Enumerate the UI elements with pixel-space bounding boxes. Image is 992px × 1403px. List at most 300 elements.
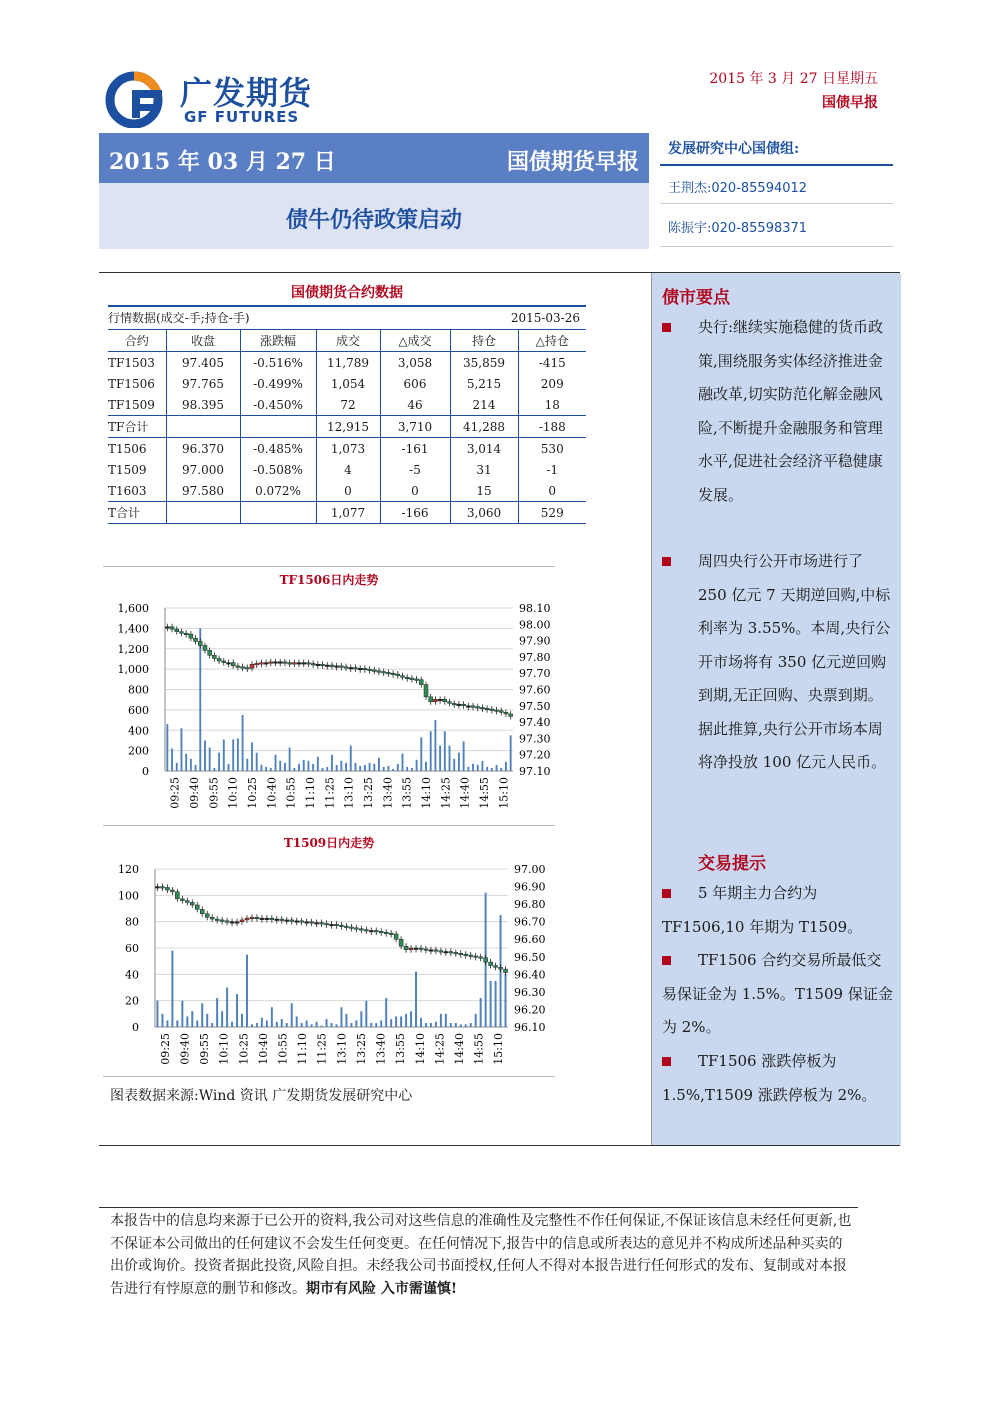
price-candle [240, 917, 244, 925]
member-name: 王荆杰: [668, 181, 712, 196]
table-cell: -0.499% [240, 373, 316, 394]
price-candle [200, 906, 204, 916]
table-row [108, 416, 586, 438]
volume-bar [465, 1024, 467, 1027]
volume-bar [411, 768, 413, 771]
price-candle [480, 704, 484, 712]
sidebar [651, 273, 901, 1145]
price-candle [155, 884, 159, 892]
price-candle [359, 926, 363, 934]
table-cell: 3,058 [380, 352, 450, 374]
table-cell: TF1506 [108, 376, 155, 391]
right-axis-tick-label: 97.50 [519, 699, 551, 713]
price-candle [231, 660, 235, 669]
right-axis-tick-label: 96.70 [514, 915, 546, 929]
content-bottom-rule [99, 1145, 900, 1146]
table-cell: -0.516% [240, 352, 316, 374]
volume-bar [166, 1020, 168, 1027]
price-candle [264, 660, 268, 668]
volume-bar [486, 767, 488, 771]
price-candle [429, 694, 433, 705]
volume-bar [359, 766, 361, 771]
price-candle [339, 922, 343, 930]
x-axis-tick-label: 10:10 [217, 1033, 231, 1065]
price-candle [504, 709, 508, 717]
table-cell: -415 [518, 352, 586, 374]
price-candle [170, 887, 174, 895]
table-cell: -5 [380, 459, 450, 480]
volume-bar [251, 1024, 253, 1027]
member-phone: 020-85594012 [711, 181, 808, 196]
x-axis-tick-label: 13:10 [342, 777, 356, 809]
table-header-cell: 成交 [316, 330, 380, 352]
table-cell: 97.580 [166, 480, 240, 502]
price-candle [215, 916, 219, 924]
price-candle [391, 670, 395, 678]
price-candle [382, 669, 386, 677]
table-cell: 3,060 [450, 502, 518, 524]
price-candle [494, 963, 498, 971]
price-candle [190, 899, 194, 908]
table-subtitle: 行情数据(成交-手;持仓-手) [108, 311, 250, 325]
volume-bar [171, 749, 173, 771]
price-candle [344, 923, 348, 931]
t1509-chart-panel [103, 826, 555, 1077]
volume-bar [237, 738, 239, 771]
right-axis-tick-label: 97.90 [519, 634, 551, 648]
volume-bar [265, 767, 267, 771]
price-candle [415, 676, 419, 684]
table-cell: 0 [380, 480, 450, 502]
volume-bar [171, 951, 173, 1027]
x-axis-tick-label: 14:40 [458, 777, 472, 809]
volume-bar [241, 1014, 243, 1027]
volume-bar [303, 760, 305, 771]
banner-date: 2015 年 03 月 27 日 [109, 149, 336, 175]
bond-point: 周四央行公开市场进行了 250 亿元 7 天期逆回购,中标利率为 3.55%。本周,央行公开市场将有 350 亿元逆回购到期,无正回购、央票到期。据此推算,央行公开市场本周将净投放 100 亿元人民币。 [662, 545, 894, 780]
volume-bar [199, 628, 201, 771]
team-box [660, 133, 893, 248]
table-cell: 12,915 [316, 416, 380, 438]
right-axis-tick-label: 98.00 [519, 618, 551, 632]
x-axis-tick-label: 14:10 [413, 1033, 427, 1065]
price-candle [315, 920, 319, 928]
volume-bar [242, 715, 244, 771]
price-candle [175, 889, 179, 902]
volume-bar [495, 981, 497, 1027]
price-candle [330, 662, 334, 670]
volume-bar [317, 757, 319, 771]
price-candle [424, 946, 428, 954]
volume-bar [434, 720, 436, 771]
volume-bar [365, 1001, 367, 1027]
price-candle [320, 920, 324, 928]
left-axis-tick-label: 80 [125, 915, 139, 929]
x-axis-tick-label: 09:25 [158, 1033, 172, 1065]
price-candle [386, 669, 390, 677]
volume-bar [373, 764, 375, 771]
volume-bar [201, 1003, 203, 1027]
price-candle [280, 916, 284, 924]
x-axis-tick-label: 14:25 [439, 777, 453, 809]
table-row [108, 394, 586, 416]
volume-bar [326, 1019, 328, 1027]
price-candle [165, 624, 169, 632]
volume-bar [475, 1014, 477, 1027]
trade-tip: TF1506 合约交易所最低交易保证金为 1.5%。T1509 保证金为 2%。 [662, 951, 893, 1036]
price-candle [300, 918, 304, 926]
price-candle [220, 917, 224, 925]
volume-bar [458, 753, 460, 771]
volume-bar [218, 753, 220, 771]
left-axis-tick-label: 0 [132, 1021, 139, 1034]
table-cell: -161 [380, 438, 450, 460]
volume-bar [271, 1007, 273, 1027]
volume-bar [296, 1016, 298, 1027]
table-cell: TF1509 [108, 397, 155, 412]
price-candle [363, 665, 367, 673]
table-cell [166, 502, 240, 524]
price-candle [165, 884, 169, 893]
price-candle [297, 660, 301, 668]
price-candle [364, 927, 368, 935]
bond-point: 央行:继续实施稳健的货币政策,围绕服务实体经济推进金融改革,切实防范化解金融风险,不断提升金融服务和管理水平,促进社会经济平稳健康发展。 [662, 311, 894, 512]
table-cell: 41,288 [450, 416, 518, 438]
x-axis-tick-label: 14:55 [472, 1033, 486, 1065]
table-cell: 3,710 [380, 416, 450, 438]
right-axis-tick-label: 97.00 [514, 863, 546, 876]
price-candle [384, 929, 388, 937]
volume-bar [307, 761, 309, 771]
volume-bar [260, 765, 262, 771]
price-candle [275, 916, 279, 924]
volume-bar [276, 1022, 278, 1027]
x-axis-tick-label: 14:55 [478, 777, 491, 809]
volume-bar [261, 1018, 263, 1027]
price-candle [205, 911, 209, 921]
chart-source-note: 图表数据来源:Wind 资讯 广发期货发展研究中心 [110, 1088, 413, 1104]
volume-bar [369, 763, 371, 771]
volume-bar [322, 768, 324, 771]
volume-bar [410, 1011, 412, 1027]
price-candle [444, 949, 448, 957]
price-candle [349, 664, 353, 672]
price-candle [419, 945, 423, 953]
x-axis-tick-label: 09:40 [188, 777, 201, 809]
price-candle [454, 949, 458, 957]
volume-bar [181, 1001, 183, 1027]
volume-bar [331, 755, 333, 771]
volume-bar [231, 1022, 233, 1027]
volume-bar [176, 763, 178, 771]
price-candle [389, 930, 393, 938]
table-cell: 1,077 [316, 502, 380, 524]
x-axis-tick-label: 10:40 [265, 777, 279, 809]
price-candle [457, 701, 461, 709]
table-cell: -0.485% [240, 438, 316, 460]
volume-bar [266, 1020, 268, 1027]
price-candle [230, 919, 234, 927]
team-member [668, 217, 807, 236]
x-axis-tick-label: 11:10 [304, 777, 317, 809]
volume-bar [279, 761, 281, 771]
headline-box [99, 183, 649, 249]
price-candle [405, 674, 409, 682]
x-axis-tick-label: 13:25 [354, 1033, 368, 1065]
price-candle [302, 660, 306, 668]
price-candle [334, 921, 338, 929]
right-axis-tick-label: 96.20 [514, 1003, 546, 1017]
volume-bar [481, 761, 483, 771]
left-axis-tick-label: 40 [125, 968, 139, 982]
x-axis-tick-label: 09:25 [168, 777, 182, 809]
volume-bar [370, 1023, 372, 1027]
x-axis-tick-label: 13:25 [362, 777, 375, 809]
volume-bar [232, 739, 234, 771]
table-header-cell: 持仓 [450, 330, 518, 352]
table-cell [240, 502, 316, 524]
price-candle [449, 949, 453, 957]
right-axis-tick-label: 96.60 [514, 933, 546, 947]
price-candle [311, 660, 315, 668]
volume-bar [406, 767, 408, 771]
volume-bar [321, 1026, 323, 1027]
volume-bar [390, 1019, 392, 1027]
table-date: 2015-03-26 [510, 311, 580, 325]
volume-bar [256, 753, 258, 771]
price-candle [217, 656, 221, 664]
volume-bar [236, 994, 238, 1027]
table-cell: 4 [316, 459, 380, 480]
left-axis-tick-label: 400 [128, 724, 149, 738]
banner-report-name: 国债期货早报 [506, 149, 639, 175]
right-axis-tick-label: 97.70 [519, 667, 551, 681]
volume-bar [416, 760, 418, 771]
right-axis-tick-label: 97.30 [519, 732, 551, 746]
bullet-square-icon [662, 1057, 671, 1066]
page-headline: 债牛仍待政策启动 [285, 207, 462, 233]
price-candle [396, 671, 400, 679]
price-candle [374, 927, 378, 935]
left-axis-tick-label: 200 [128, 744, 149, 758]
tf1506-chart [103, 567, 555, 825]
price-candle [295, 918, 299, 926]
table-cell: -1 [518, 459, 586, 480]
price-candle [443, 696, 447, 704]
price-candle [474, 953, 478, 961]
price-candle [349, 924, 353, 932]
price-candle [495, 707, 499, 715]
table-row [108, 502, 586, 524]
table-cell: 214 [450, 394, 518, 416]
table-cell: 35,859 [450, 352, 518, 374]
right-axis-tick-label: 97.10 [519, 765, 551, 778]
x-axis-tick-label: 14:10 [420, 777, 433, 809]
right-axis-tick-label: 96.10 [514, 1021, 546, 1034]
volume-bar [510, 735, 512, 771]
left-axis-tick-label: 800 [128, 683, 149, 697]
price-candle [358, 665, 362, 673]
volume-bar [291, 1003, 293, 1027]
volume-bar [206, 1014, 208, 1027]
volume-bar [430, 1023, 432, 1027]
table-header-cell: △成交 [380, 330, 450, 352]
volume-bar [275, 755, 277, 771]
volume-bar [340, 1007, 342, 1027]
volume-bar [402, 754, 404, 771]
volume-bar [395, 1016, 397, 1027]
team-member [668, 177, 807, 196]
brand-name-cn: 广发期货 [180, 74, 313, 112]
volume-bar [415, 972, 417, 1027]
table-cell: TF合计 [108, 420, 149, 434]
volume-bar [440, 1014, 442, 1027]
disclaimer-text: 本报告中的信息均来源于已公开的资料,我公司对这些信息的准确性及完整性不作任何保证,不保证该信息未经任何更新,也不保证本公司做出的任何建议不会发生任何变更。在任何情况下,报告中的信息或所表达的意见并不构成所述品种买卖的出价或询价。投资者据此投资,风险自担。未经我公司书面授权,任何人不得对本报告进行任何形式的发布、复制或对本报告进行有悖原意的删节和修改。 [110, 1213, 852, 1297]
price-candle [259, 660, 263, 668]
volume-bar [505, 974, 507, 1027]
x-axis-tick-label: 13:55 [394, 1033, 408, 1065]
right-axis-tick-label: 96.40 [514, 968, 546, 982]
disclaimer [110, 1210, 855, 1300]
volume-bar [191, 1011, 193, 1027]
price-candle [241, 664, 245, 672]
sidebar-title-bond-points: 债市要点 [662, 288, 730, 308]
price-candle [203, 642, 207, 653]
volume-bar [500, 768, 502, 771]
volume-bar [301, 1023, 303, 1027]
volume-bar [213, 768, 215, 771]
volume-bar [228, 764, 230, 771]
price-candle [438, 696, 442, 704]
right-axis-tick-label: 96.80 [514, 898, 546, 912]
chart-title: TF1506日内走势 [279, 573, 379, 587]
table-cell: 97.765 [166, 373, 240, 394]
price-candle [489, 959, 493, 969]
table-cell: 18 [518, 394, 586, 416]
volume-bar [455, 1023, 457, 1027]
price-candle [195, 902, 199, 912]
left-axis-tick-label: 1,400 [117, 622, 149, 636]
chart-title: T1509日内走势 [283, 836, 375, 850]
table-cell: 31 [450, 459, 518, 480]
table-cell: 1,054 [316, 373, 380, 394]
volume-bar [400, 1016, 402, 1027]
right-axis-tick-label: 96.50 [514, 950, 546, 964]
volume-bar [505, 762, 507, 771]
left-axis-tick-label: 100 [118, 889, 139, 903]
table-cell: 97.405 [166, 352, 240, 374]
x-axis-tick-label: 14:40 [452, 1033, 466, 1065]
member-phone: 020-85598371 [711, 221, 808, 236]
volume-bar [450, 1023, 452, 1027]
price-candle [433, 696, 437, 704]
volume-bar [480, 998, 482, 1027]
volume-bar [251, 742, 253, 771]
table-cell: T1506 [108, 441, 147, 456]
table-cell: 0.072% [240, 480, 316, 502]
price-candle [290, 917, 294, 925]
volume-bar [204, 740, 206, 771]
left-axis-tick-label: 1,600 [117, 602, 149, 615]
price-candle [179, 629, 183, 637]
price-candle [499, 964, 503, 972]
x-axis-tick-label: 11:25 [315, 1033, 329, 1065]
table-cell: 3,014 [450, 438, 518, 460]
bullet-square-icon [662, 889, 671, 898]
table-cell: 11,789 [316, 352, 380, 374]
contract-table [108, 329, 586, 524]
logo-mark-icon [104, 68, 176, 128]
table-header-cell: 涨跌幅 [240, 330, 316, 352]
table-cell: 0 [316, 480, 380, 502]
volume-bar [331, 1023, 333, 1027]
report-date-line: 2015 年 3 月 27 日星期五 [709, 71, 878, 87]
price-candle [499, 708, 503, 716]
right-axis-tick-label: 98.10 [519, 602, 551, 615]
volume-bar [306, 1020, 308, 1027]
volume-bar [397, 764, 399, 771]
price-candle [292, 660, 296, 668]
table-cell: -188 [518, 416, 586, 438]
x-axis-tick-label: 13:10 [335, 1033, 349, 1065]
price-candle [189, 631, 193, 641]
table-cell: 72 [316, 394, 380, 416]
price-candle [310, 919, 314, 927]
volume-bar [375, 1023, 377, 1027]
table-cell: 529 [518, 502, 586, 524]
left-axis-tick-label: 20 [125, 994, 139, 1008]
volume-bar [350, 746, 352, 771]
price-candle [212, 652, 216, 661]
team-title: 发展研究中心国债组: [668, 141, 800, 157]
table-cell: 0 [518, 480, 586, 502]
right-axis-tick-label: 97.80 [519, 650, 551, 664]
volume-bar [209, 748, 211, 771]
volume-bar [216, 998, 218, 1027]
price-candle [285, 917, 289, 925]
price-candle [226, 660, 230, 668]
volume-bar [185, 754, 187, 771]
x-axis-tick-label: 13:40 [381, 777, 395, 809]
x-axis-tick-label: 09:55 [207, 777, 221, 809]
x-axis-tick-label: 10:55 [284, 777, 298, 809]
volume-bar [161, 1014, 163, 1027]
price-candle [509, 711, 513, 719]
table-cell: T1603 [108, 483, 147, 498]
volume-bar [385, 998, 387, 1027]
price-candle [354, 925, 358, 933]
price-candle [400, 673, 404, 681]
volume-bar [420, 1018, 422, 1027]
price-candle [353, 664, 357, 672]
price-candle [469, 952, 473, 960]
volume-bar [340, 761, 342, 771]
volume-bar [293, 768, 295, 771]
volume-bar [425, 762, 427, 771]
price-candle [459, 950, 463, 958]
volume-bar [460, 1024, 462, 1027]
price-candle [250, 914, 254, 922]
table-cell: 46 [380, 394, 450, 416]
price-candle [316, 661, 320, 669]
price-candle [306, 660, 310, 668]
price-candle [283, 659, 287, 667]
volume-bar [405, 1014, 407, 1027]
price-candle [471, 703, 475, 711]
price-candle [170, 624, 174, 632]
table-row [108, 352, 586, 374]
table-cell [240, 416, 316, 438]
